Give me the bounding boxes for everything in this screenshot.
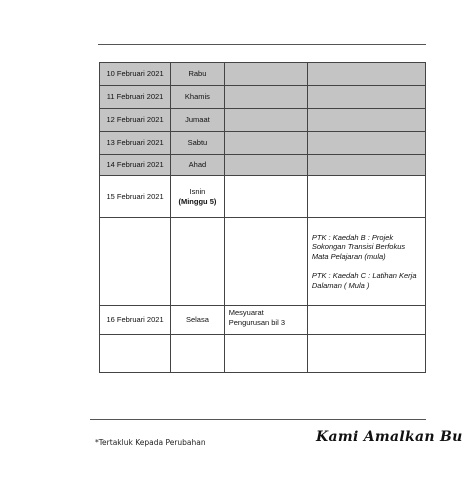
note-text: PTK : Kaedah B : Projek Sokongan Transisi Berfokus Mata Pelajaran (mula) <box>311 232 406 262</box>
meeting-cell <box>224 335 307 373</box>
date-cell <box>100 218 171 306</box>
day-name: Khamis <box>184 92 210 102</box>
notes-cell <box>307 155 425 176</box>
day-cell <box>171 132 225 155</box>
footer-note: *Tertakluk Kepada Perubahan <box>95 438 206 447</box>
date-cell: 11 Februari 2021 <box>100 86 171 109</box>
day-cell <box>171 155 225 176</box>
meeting-cell <box>224 176 307 218</box>
date-cell: 12 Februari 2021 <box>100 109 171 132</box>
date-cell: 10 Februari 2021 <box>100 63 171 86</box>
date-cell <box>100 335 171 373</box>
day-cell <box>171 176 225 218</box>
meeting-cell <box>224 132 307 155</box>
day-name: Jumaat <box>185 115 210 125</box>
day-cell <box>171 63 225 86</box>
meeting-cell <box>224 218 307 306</box>
date-cell: 13 Februari 2021 <box>100 132 171 155</box>
notes-cell <box>307 218 425 306</box>
table-row <box>100 132 426 155</box>
calendar-body <box>100 63 426 373</box>
table-row <box>100 63 426 86</box>
bottom-rule <box>90 419 426 420</box>
footer-motto: Kami Amalkan Bu <box>316 429 463 445</box>
day-name: Isnin <box>189 186 206 196</box>
day-cell <box>171 109 225 132</box>
table-row <box>100 176 426 218</box>
table-row <box>100 155 426 176</box>
notes-cell <box>307 132 425 155</box>
notes-cell <box>307 306 425 335</box>
date-cell: 14 Februari 2021 <box>100 155 171 176</box>
table-row <box>100 335 426 373</box>
day-cell <box>171 86 225 109</box>
table-row <box>100 109 426 132</box>
meeting-cell <box>224 155 307 176</box>
notes-cell <box>307 63 425 86</box>
week-label: (Minggu 5) <box>178 196 217 206</box>
day-cell <box>171 218 225 306</box>
notes-cell <box>307 86 425 109</box>
meeting-cell <box>224 86 307 109</box>
calendar-table <box>99 62 426 373</box>
top-rule <box>98 44 426 45</box>
table-row <box>100 218 426 306</box>
date-cell: 15 Februari 2021 <box>100 176 171 218</box>
table-row <box>100 306 426 335</box>
table-row <box>100 86 426 109</box>
meeting-cell: Mesyuarat Pengurusan bil 3 <box>224 306 307 335</box>
notes-cell <box>307 335 425 373</box>
meeting-cell <box>224 109 307 132</box>
notes-cell <box>307 109 425 132</box>
day-cell <box>171 306 225 335</box>
day-cell <box>171 335 225 373</box>
date-cell: 16 Februari 2021 <box>100 306 171 335</box>
day-name: Rabu <box>188 69 207 79</box>
note-text: PTK : Kaedah C : Latihan Kerja Dalaman ( Mula ) <box>311 270 417 290</box>
notes-cell <box>307 176 425 218</box>
day-name: Selasa <box>185 315 209 325</box>
meeting-cell <box>224 63 307 86</box>
day-name: Ahad <box>188 160 207 170</box>
day-name: Sabtu <box>187 138 208 148</box>
